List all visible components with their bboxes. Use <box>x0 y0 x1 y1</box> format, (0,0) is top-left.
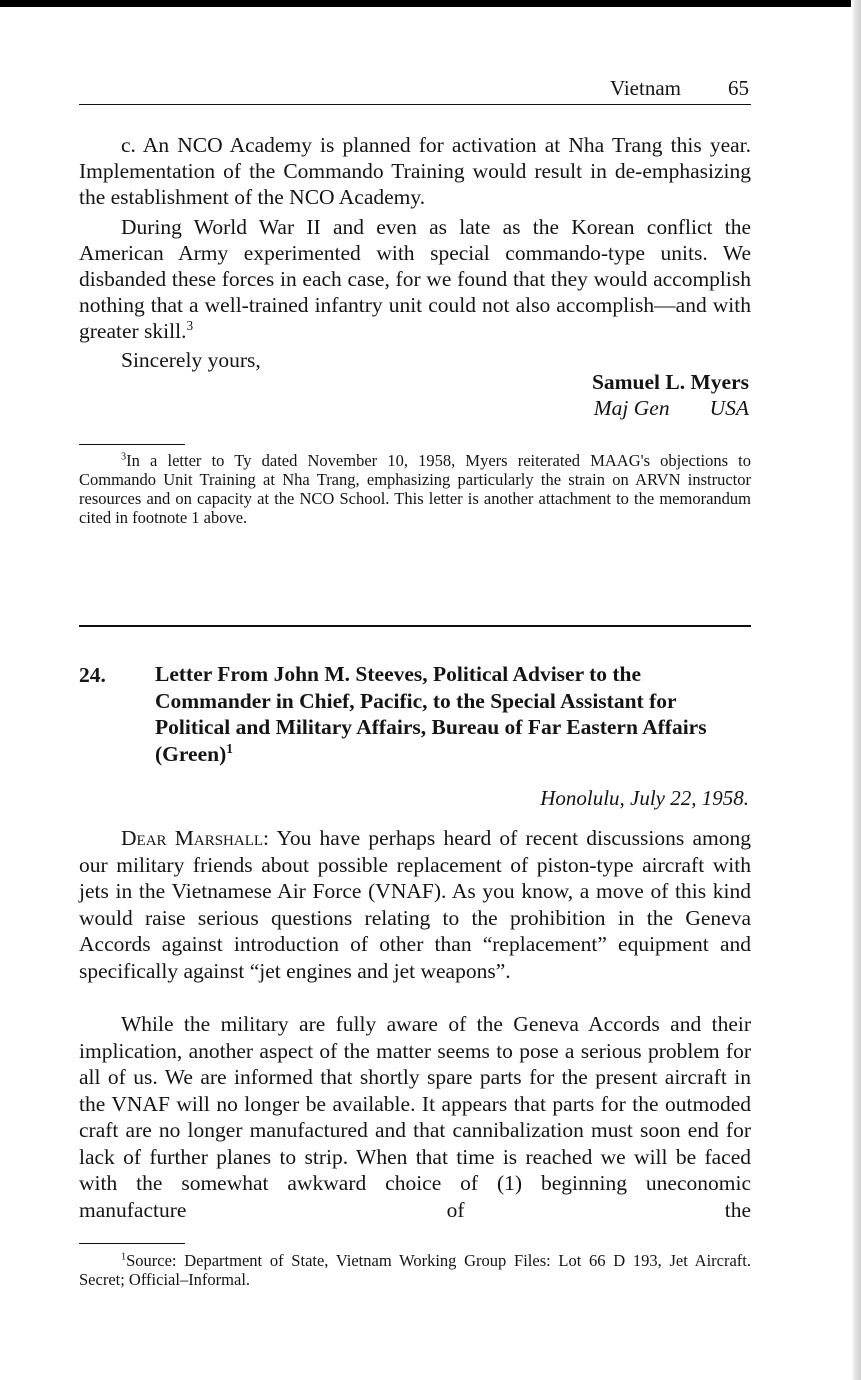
footnote-1-paragraph <box>79 1251 751 1289</box>
signer-rank-line <box>594 396 749 421</box>
memo-paragraph-c <box>79 132 751 210</box>
paragraph-c-text: c. An NCO Academy is planned for activation at Nha Trang this year. Implementation of the Commando Training would result in de-emphasizing the establishment of the NCO Academy. <box>79 133 751 209</box>
footnote-ref-3[interactable]: 3 <box>186 317 194 333</box>
section-divider <box>79 625 751 627</box>
place-date-line: Honolulu, July 22, 1958. <box>540 786 749 810</box>
footnote-ref-1[interactable]: 1 <box>226 740 233 756</box>
letter-paragraph-1 <box>79 825 751 984</box>
letter-paragraph-1-wrapper <box>79 825 751 984</box>
footnote-3 <box>79 451 751 527</box>
footnote-3-marker: 3 <box>121 451 127 463</box>
page-top-edge <box>0 0 861 7</box>
letter-paragraph-2-text: While the military are fully aware of the Geneva Accords and their implication, another aspect of the matter seems to pose a serious problem for all of us. We are informed that shortly spare parts for the present aircraft in the VNAF will no longer be available. It appears that parts for the outmoded craft are no longer manufactured and that cannibalization must soon end for lack of further planes to strip. When that time is reached we will be faced with the somewhat awkward choice of (1) beginning uneconomic manufacture of the <box>79 1012 751 1222</box>
footnote-1 <box>79 1251 751 1289</box>
page-right-edge <box>851 0 861 1380</box>
paragraph-ww2-text: During World War II and even as late as the Korean conflict the American Army experimented with special commando-type units. We disbanded these forces in each case, for we found that they would accomplish nothing that a well-trained infantry unit could not also accomplish—and with greater skill. <box>79 215 751 343</box>
letter-paragraph-2 <box>79 1011 751 1223</box>
document-title <box>155 661 751 767</box>
document-number: 24. <box>79 663 106 687</box>
footnote-1-text: Source: Department of State, Vietnam Working Group Files: Lot 66 D 193, Jet Aircraft. Secret; Official–Informal. <box>79 1251 751 1289</box>
document-title-text: Letter From John M. Steeves, Political Adviser to the Commander in Chief, Pacific, to the Special Assistant for Political and Military Affairs, Bureau of Far Eastern Affairs (Green) <box>155 662 707 766</box>
signer-name: Samuel L. Myers <box>591 370 749 394</box>
salutation: Dear Marshall: <box>121 826 270 850</box>
footnote-1-marker: 1 <box>121 1251 127 1263</box>
footnote-divider-2 <box>79 1243 185 1244</box>
footnote-3-text: In a letter to Ty dated November 10, 1958, Myers reiterated MAAG's objections to Commando Unit Training at Nha Trang, emphasizing particularly the strain on ARVN instructor resources and on capacity at the NCO School. This letter is another attachment to the memorandum cited in footnote 1 above. <box>79 451 751 527</box>
memo-paragraph-ww2 <box>79 214 751 344</box>
letter-paragraph-1-text: You have perhaps heard of recent discussions among our military friends about possible replacement of piston-type aircraft with jets in the Vietnamese Air Force (VNAF). As you know, a move of this kind would raise serious questions relating to the prohibition in the Geneva Accords against introduction of other than “replacement” equipment and specifically against “jet engines and jet weapons”. <box>79 826 751 983</box>
paragraph-ww2-wrapper <box>79 214 751 344</box>
signer-rank: Maj Gen <box>593 396 670 420</box>
running-header <box>79 76 751 105</box>
complimentary-close: Sincerely yours, <box>121 348 261 372</box>
running-title: Vietnam <box>609 76 681 100</box>
footnote-divider <box>79 444 185 445</box>
signer-service: USA <box>709 396 749 420</box>
footnote-3-paragraph <box>79 451 751 527</box>
page-number: 65 <box>728 76 749 100</box>
